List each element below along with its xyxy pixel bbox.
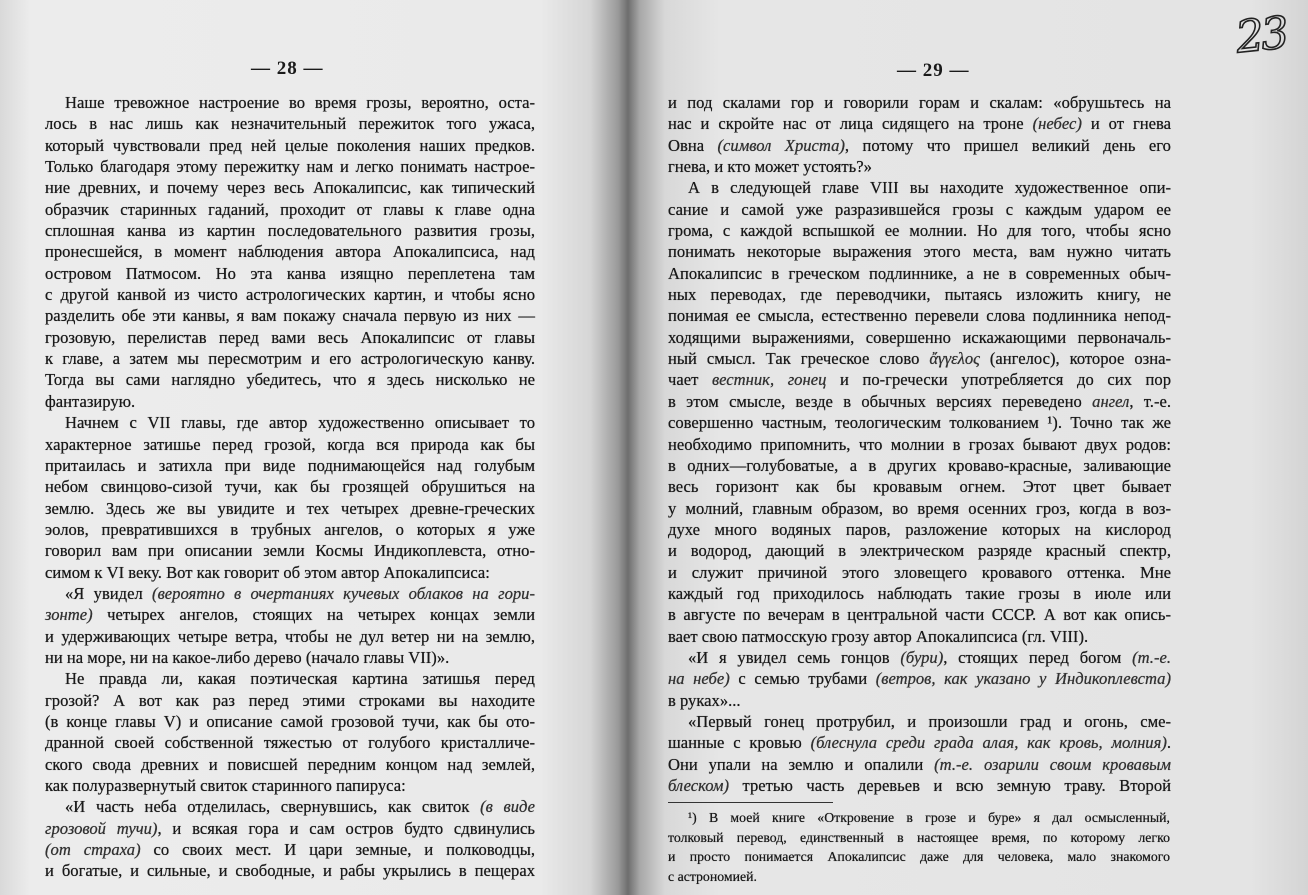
- text-run: Начнем с VII главы, где автор художественно описывает то: [65, 413, 535, 433]
- text-line: [45, 348, 535, 369]
- text-run: совершенно частным, теологическим толкованием ¹). Точно так же: [668, 413, 1171, 433]
- text-run: четырех ангелов, стоящих на четырех концах земли: [92, 605, 535, 625]
- text-run: пронесшейся, в момент наблюдения автора Апокалипсиса, над: [45, 242, 535, 262]
- text-run: с астрономией.: [668, 868, 757, 884]
- text-run: к главе, а затем мы пересмотрим и его астрологическую канву.: [45, 349, 535, 369]
- text-line: [668, 199, 1171, 220]
- text-run: Апокалипсис в греческом подлиннике, а не в современных обыч-: [668, 263, 1171, 283]
- text-run: (ангелос), которое озна-: [979, 349, 1171, 369]
- text-line: [45, 284, 535, 305]
- text-line: [668, 113, 1171, 134]
- text-run: грозовую, перелистав перед вами весь Апокалипсис от главы: [45, 327, 535, 347]
- text-line: [45, 647, 535, 668]
- italic-text: (бури): [900, 647, 944, 667]
- paragraph: [45, 796, 535, 881]
- text-run: гнева, и кто может устоять?»: [668, 157, 872, 177]
- text-run: и водород, дающий в электрическом разряде красный спектр,: [668, 541, 1171, 561]
- text-line: [45, 412, 535, 433]
- text-line: [668, 668, 1171, 689]
- text-run: лось в нас лишь как незначительный пережиток того ужаса,: [45, 114, 535, 134]
- text-line: [45, 519, 535, 540]
- text-run: в этом смысле, везде в обычных версиях переведено: [668, 391, 1093, 411]
- text-line: [45, 498, 535, 519]
- text-line: [45, 818, 535, 839]
- text-run: со своих мест. И цари земные, и полководцы,: [140, 840, 535, 860]
- text-run: эолов, превратившихся в трубных ангелов, о которых я уже: [45, 519, 535, 539]
- text-line: [45, 839, 535, 860]
- text-run: Тогда вы сами наглядно убедитесь, что я здесь нисколько не: [45, 370, 535, 390]
- text-run: ный смысл. Так греческое слово: [668, 349, 930, 369]
- text-line: [668, 867, 1170, 887]
- italic-text: ангел: [1092, 391, 1130, 411]
- text-run: (в конце главы V) и описание самой грозовой тучи, как бы ото-: [45, 711, 535, 731]
- footnote-divider: [668, 802, 833, 803]
- text-line: [668, 732, 1171, 753]
- paragraph: [668, 177, 1171, 647]
- text-run: понимать некоторые выражения этого места, вам нужно читать: [668, 242, 1171, 262]
- text-line: [45, 711, 535, 732]
- italic-text: зонте): [45, 605, 93, 625]
- text-run: каждый год приходилось наблюдать такие грозы в июле или: [668, 583, 1171, 603]
- text-line: [45, 775, 535, 796]
- text-run: грома, с каждой вспышкой ее молнии. Но для того, чтобы ясно: [668, 221, 1171, 241]
- text-line: [668, 476, 1171, 497]
- paragraph: [45, 92, 535, 412]
- text-line: [668, 135, 1171, 156]
- text-line: [45, 690, 535, 711]
- text-line: [45, 626, 535, 647]
- text-run: «Я увидел: [65, 583, 153, 603]
- text-run: «И я увидел семь гонцов: [688, 647, 901, 667]
- text-line: [668, 263, 1171, 284]
- text-run: шанные с кровью: [668, 733, 811, 753]
- text-line: [668, 754, 1171, 775]
- text-run: Не правда ли, какая поэтическая картина затишья перед: [65, 669, 535, 689]
- text-run: в одних—голубоватые, а в других кроваво-красные, заливающие: [668, 455, 1171, 475]
- text-line: [45, 540, 535, 561]
- text-line: [668, 434, 1171, 455]
- paragraph: [45, 668, 535, 796]
- italic-text: (небес): [1032, 114, 1082, 134]
- paragraph: [668, 92, 1171, 177]
- text-line: [45, 754, 535, 775]
- text-line: [668, 455, 1171, 476]
- text-line: [668, 284, 1171, 305]
- text-line: [668, 241, 1171, 262]
- text-line: [668, 305, 1171, 326]
- italic-text: (в виде: [480, 797, 535, 817]
- text-run: фантазирую.: [45, 391, 136, 411]
- text-run: третью часть деревьев и всю земную траву. Второй: [729, 776, 1171, 795]
- text-line: [45, 220, 535, 241]
- text-run: Овна: [668, 135, 718, 155]
- text-run: небом свинцово-сизой тучи, как бы грозящей обрушиться на: [45, 477, 535, 497]
- text-run: и богатые, и сильные, и свободные, и рабы укрылись в пещерах: [45, 861, 535, 881]
- text-line: [668, 847, 1170, 867]
- text-run: вает свою патмосскую грозу автор Апокалипсиса (гл. VIII).: [668, 626, 1089, 646]
- text-run: нас и скройте нас от лица сидящего на троне: [668, 114, 1033, 134]
- text-run: образчик старинных гаданий, проходит от главы к главе одна: [45, 199, 535, 219]
- text-run: и от гнева: [1081, 114, 1171, 134]
- italic-text: вестник, гонец: [711, 370, 827, 390]
- paragraph: [45, 583, 535, 668]
- italic-text: на небе): [668, 669, 730, 689]
- right-page-text: [668, 92, 1171, 796]
- text-run: сплошная канва из картин последовательного развития грозы,: [45, 221, 535, 241]
- text-run: симом к VI веку. Вот как говорит об этом автор Апокалипсиса:: [45, 562, 490, 582]
- italic-text: (т.-е.: [1132, 647, 1171, 667]
- handwritten-page-mark: 23: [1233, 7, 1289, 64]
- left-page-number: — 28 —: [251, 58, 324, 79]
- text-run: чает: [668, 370, 712, 390]
- italic-text: (т.-е. озарили своим кровавым: [934, 754, 1171, 774]
- right-page-number: — 29 —: [897, 60, 970, 81]
- italic-text: (блеснула среди града алая, как кровь, молния): [810, 733, 1167, 753]
- text-run: и под скалами гор и говорили горам и скалам: «обрушьтесь на: [668, 93, 1171, 112]
- paragraph: [668, 647, 1171, 711]
- text-line: [45, 583, 535, 604]
- text-run: и удерживающих четыре ветра, чтобы не дул ветер ни на землю,: [45, 626, 535, 646]
- text-run: в августе по вечерам в центральной части СССР. А вот как опись-: [668, 605, 1171, 625]
- text-run: ского свода древних и повисшей передним концом над землей,: [45, 754, 535, 774]
- text-line: [45, 199, 535, 220]
- text-line: [668, 92, 1171, 113]
- text-run: как полуразвернутый свиток старинного папируса:: [45, 776, 406, 795]
- text-line: [668, 348, 1171, 369]
- text-line: [45, 241, 535, 262]
- text-run: с другой канвой из чисто астрологических картин, и чтобы ясно: [45, 285, 535, 305]
- text-run: грозой? А вот как раз перед этими строками вы находите: [45, 690, 535, 710]
- text-run: .: [1166, 733, 1172, 753]
- paragraph: [668, 808, 1170, 886]
- text-run: с семью трубами: [729, 669, 876, 689]
- italic-text: (от страха): [45, 840, 141, 860]
- text-run: у молний, главным образом, во время осенних гроз, когда в воз-: [668, 498, 1171, 518]
- text-line: [668, 412, 1171, 433]
- text-line: [668, 327, 1171, 348]
- text-line: [45, 369, 535, 390]
- text-run: ни на море, ни на какое-либо дерево (начало главы VII)».: [45, 647, 450, 667]
- text-run: разделить обе эти канвы, я вам покажу сначала первую из них —: [45, 306, 535, 326]
- text-run: «И часть неба отделилась, свернувшись, как свиток: [65, 797, 481, 817]
- text-line: [668, 369, 1171, 390]
- text-run: ние древних, и почему через весь Апокалипсис, как типический: [45, 178, 535, 198]
- text-line: [45, 135, 535, 156]
- text-line: [45, 434, 535, 455]
- text-line: [668, 156, 1171, 177]
- text-run: говорил вам при описании земли Космы Индикоплевста, отно-: [45, 541, 535, 561]
- left-page-text: [45, 92, 535, 882]
- footnote: [668, 808, 1170, 886]
- text-line: [45, 305, 535, 326]
- text-run: землю. Здесь же вы увидите и тех четырех древне-греческих: [45, 498, 535, 518]
- italic-text: (вероятно в очертаниях кучевых облаков на гори-: [152, 583, 535, 603]
- paragraph: [668, 711, 1171, 796]
- text-line: [668, 711, 1171, 732]
- text-run: понимая ее смысла, естественно перевели слова подлинника непод-: [668, 306, 1171, 326]
- text-run: , стоящих перед богом: [943, 647, 1133, 667]
- text-line: [45, 177, 535, 198]
- text-line: [668, 220, 1171, 241]
- italic-text: (символ Христа): [717, 135, 845, 155]
- text-run: толковый перевод, единственный в настоящее время, по которому легко: [668, 829, 1170, 845]
- text-line: [45, 860, 535, 881]
- italic-text: (ветров, как указано у Индикоплевста): [875, 669, 1172, 689]
- text-line: [45, 562, 535, 583]
- text-run: ходящими выражениями, совершенно искажающими первоначаль-: [668, 327, 1171, 347]
- text-line: [668, 828, 1170, 848]
- text-line: [45, 604, 535, 625]
- text-line: [45, 732, 535, 753]
- text-line: [668, 690, 1171, 711]
- text-run: весь горизонт как бы кровавым огнем. Этот цвет бывает: [668, 477, 1171, 497]
- text-run: Только благодаря этому пережитку нам и легко понимать настрое-: [45, 157, 535, 177]
- text-line: [668, 808, 1170, 828]
- text-run: А в следующей главе VIII вы находите художественное опи-: [688, 178, 1171, 198]
- text-run: , потому что пришел великий день его: [844, 135, 1171, 155]
- text-run: дранной своей собственной тяжестью от голубого кристалличе-: [45, 733, 535, 753]
- text-line: [668, 391, 1171, 412]
- text-run: в руках»...: [668, 690, 741, 710]
- text-line: [45, 668, 535, 689]
- text-run: и просто понимается Апокалипсис даже для человека, мало знакомого: [668, 849, 1170, 865]
- text-run: , и всякая гора и сам остров будто сдвинулись: [157, 818, 535, 838]
- text-line: [668, 775, 1171, 796]
- italic-text: блеском): [668, 776, 730, 795]
- text-line: [668, 498, 1171, 519]
- italic-text: ἄγγελος: [929, 349, 980, 369]
- text-run: островом Патмосом. Но эта канва изящно переплетена там: [45, 263, 535, 283]
- text-line: [45, 156, 535, 177]
- text-line: [45, 455, 535, 476]
- text-line: [668, 604, 1171, 625]
- text-run: притаилась и затихла при виде поднимающейся над голубым: [45, 455, 535, 475]
- text-run: необходимо припомнить, что молнии в грозах бывают двух родов:: [668, 434, 1171, 454]
- text-line: [45, 476, 535, 497]
- text-run: характерное затишье перед грозой, когда вся природа как бы: [45, 434, 535, 454]
- text-line: [45, 263, 535, 284]
- text-run: сание и самой уже разразившейся грозы с каждым ударом ее: [668, 199, 1171, 219]
- text-line: [668, 626, 1171, 647]
- text-line: [668, 583, 1171, 604]
- text-line: [668, 177, 1171, 198]
- text-line: [45, 796, 535, 817]
- text-run: ¹) В моей книге «Откровение в грозе и буре» я дал осмысленный,: [688, 810, 1170, 825]
- text-run: «Первый гонец протрубил, и произошли град и огонь, сме-: [688, 711, 1171, 731]
- text-line: [668, 519, 1171, 540]
- text-line: [668, 540, 1171, 561]
- text-line: [668, 562, 1171, 583]
- paragraph: [45, 412, 535, 583]
- text-run: , т.-е.: [1129, 391, 1171, 411]
- text-run: и служит причиной этого зловещего кровавого оттенка. Мне: [668, 562, 1171, 582]
- text-line: [45, 113, 535, 134]
- text-run: и по-гречески употребляется до сих пор: [826, 370, 1171, 390]
- text-line: [45, 327, 535, 348]
- text-run: ных переводах, где переводчики, пытаясь изложить книгу, не: [668, 285, 1171, 305]
- text-line: [45, 92, 535, 113]
- text-line: [45, 391, 535, 412]
- text-run: Наше тревожное настроение во время грозы, вероятно, оста-: [65, 93, 535, 112]
- text-run: Они упали на землю и опалили: [668, 754, 935, 774]
- text-run: духе много водяных паров, разложение которых на кислород: [668, 519, 1171, 539]
- text-line: [668, 647, 1171, 668]
- italic-text: грозовой тучи): [45, 818, 158, 838]
- text-run: который чувствовали пред ней целые поколения наших предков.: [45, 135, 535, 155]
